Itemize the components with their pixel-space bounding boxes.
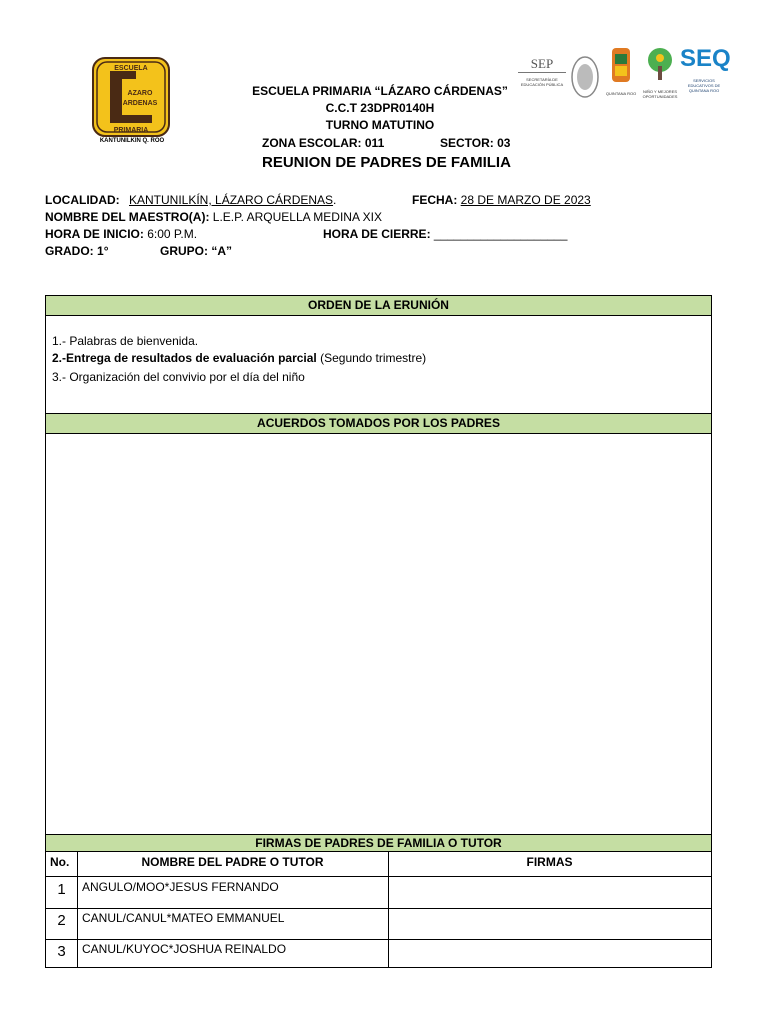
sector: SECTOR: 03 [440, 136, 511, 150]
logo-middle-1: AZARO [127, 90, 153, 97]
cct-code: C.C.T 23DPR0140H [325, 101, 435, 115]
logo-ring-top: ESCUELA [114, 65, 148, 72]
sep-logo [518, 56, 566, 96]
firmas-heading: FIRMAS DE PADRES DE FAMILIA O TUTOR [46, 834, 711, 852]
localidad-line: LOCALIDAD: KANTUNILKÍN, LÁZARO CÁRDENAS. [45, 193, 337, 207]
school-logo [92, 57, 170, 137]
grid-line [77, 852, 78, 967]
row-2-nombre: CANUL/CANUL*MATEO EMMANUEL [82, 911, 285, 925]
seq-logo-text: SEQ [680, 45, 731, 72]
row-1-nombre: ANGULO/MOO*JESUS FERNANDO [82, 880, 279, 894]
fecha-line [412, 193, 591, 207]
row-3-nombre: CANUL/KUYOC*JOSHUA REINALDO [82, 942, 287, 956]
fecha-value: 28 DE MARZO DE 2023 [460, 193, 591, 207]
acuerdos-heading: ACUERDOS TOMADOS POR LOS PADRES [46, 413, 711, 434]
col-header-firmas: FIRMAS [526, 855, 573, 869]
orden-item-3: 3.- Organización del convivio por el día del niño [52, 370, 305, 384]
quintana-roo-label: QUINTANA ROO [605, 91, 637, 96]
row-3-firma[interactable] [389, 940, 711, 967]
school-name: ESCUELA PRIMARIA “LÁZARO CÁRDENAS” [252, 84, 508, 98]
meeting-table [45, 295, 712, 968]
orden-item-2 [52, 351, 426, 365]
nino-logo [642, 46, 678, 102]
sep-logo-sub: SECRETARÍA DE EDUCACIÓN PÚBLICA [520, 77, 564, 87]
localidad-value: KANTUNILKÍN, LÁZARO CÁRDENAS [129, 193, 334, 207]
logo-caption: KANTUNILKIN Q. ROO [99, 138, 165, 144]
orden-item-2-main: 2.-Entrega de resultados de evaluación parcial [52, 351, 317, 365]
col-header-no: No. [50, 855, 70, 869]
grado-label: GRADO: [45, 244, 94, 258]
grupo-label: GRUPO: [160, 244, 208, 258]
row-1-no: 1 [57, 881, 66, 898]
grupo-value: “A” [211, 244, 233, 258]
maestro-label: NOMBRE DEL MAESTRO(A): [45, 210, 210, 224]
orden-heading: ORDEN DE LA ERUNIÓN [46, 295, 711, 316]
row-3-no: 3 [57, 943, 66, 960]
localidad-label: LOCALIDAD: [45, 193, 120, 207]
inicio-value: 6:00 P.M. [147, 227, 198, 241]
maestro-line [45, 210, 382, 224]
row-2-no: 2 [57, 912, 66, 929]
orden-item-2-detail: (Segundo trimestre) [320, 351, 427, 365]
seq-logo [680, 45, 731, 96]
quintana-roo-emblem-icon [604, 46, 638, 86]
fecha-label: FECHA: [412, 193, 458, 207]
grado-value: 1° [97, 244, 109, 258]
quintana-roo-logo [604, 46, 638, 102]
logo-middle-2: ARDENAS [122, 100, 158, 107]
zona-escolar: ZONA ESCOLAR: 011 [262, 136, 385, 150]
col-header-nombre: NOMBRE DEL PADRE O TUTOR [141, 855, 324, 869]
cierre-value: ____________________ [433, 227, 568, 241]
row-1-firma[interactable] [389, 877, 711, 908]
logo-ring-bottom: PRIMARIA [113, 127, 149, 134]
cierre-line [323, 227, 567, 241]
inicio-label: HORA DE INICIO: [45, 227, 144, 241]
grupo-line [160, 244, 232, 258]
mexico-seal-icon [570, 54, 600, 100]
inicio-line [45, 227, 197, 241]
grado-line [45, 244, 109, 258]
sep-logo-text: SEP [518, 56, 566, 73]
orden-item-1: 1.- Palabras de bienvenida. [52, 334, 199, 348]
cierre-label: HORA DE CIERRE: [323, 227, 431, 241]
seq-logo-sub: SERVICIOS EDUCATIVOS DE QUINTANA ROO [687, 78, 721, 93]
maestro-value: L.E.P. ARQUELLA MEDINA XIX [212, 210, 382, 224]
nino-label: NIÑO Y MEJORES OPORTUNIDADES [642, 89, 678, 99]
turno: TURNO MATUTINO [325, 118, 435, 132]
tree-icon [642, 46, 678, 84]
page-title: REUNION DE PADRES DE FAMILIA [262, 154, 511, 171]
row-2-firma[interactable] [389, 909, 711, 939]
acuerdos-area[interactable] [46, 434, 711, 834]
